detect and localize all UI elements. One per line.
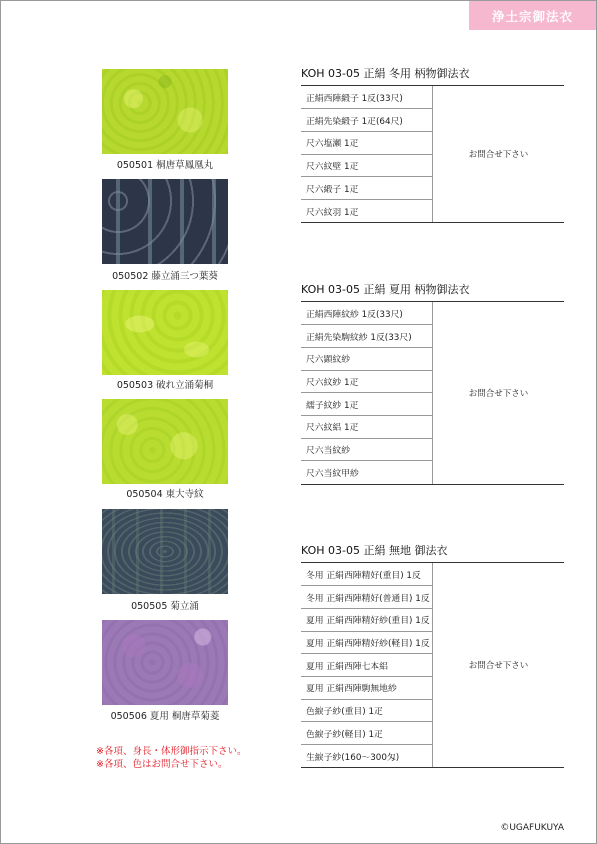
swatch-050506 bbox=[102, 620, 228, 722]
copyright-notice: ©UGAFUKUYA bbox=[500, 823, 564, 833]
note-color: ※各項、色はお問合せ下さい。 bbox=[96, 759, 228, 770]
item-row: 尺六紋絽 1疋 bbox=[301, 415, 433, 438]
section-title: KOH 03-05 正絹 無地 御法衣 bbox=[301, 542, 564, 563]
swatch-050505 bbox=[102, 509, 228, 612]
item-row: 生綟子紗(160～300匁) bbox=[301, 745, 433, 768]
item-row: 尺六塩瀬 1疋 bbox=[301, 131, 433, 154]
swatch-050502 bbox=[102, 179, 228, 282]
section-title: KOH 03-05 正絹 夏用 柄物御法衣 bbox=[301, 281, 564, 302]
section-body bbox=[301, 563, 564, 768]
item-row: 正絹先染駒紋紗 1反(33尺) bbox=[301, 325, 433, 348]
item-row: 繻子紋紗 1疋 bbox=[301, 393, 433, 416]
item-row: 尺六緞子 1疋 bbox=[301, 177, 433, 200]
item-row: 尺六紋羽 1疋 bbox=[301, 199, 433, 222]
item-row: 冬用 正絹西陣精好(普通目) 1反 bbox=[301, 586, 433, 609]
section-summer-patterned bbox=[301, 281, 564, 485]
swatch-caption: 050503 破れ立涌菊桐 bbox=[116, 380, 214, 391]
fabric-swatch-image bbox=[102, 179, 228, 264]
item-table bbox=[301, 302, 433, 484]
item-row: 色綟子紗(軽目) 1疋 bbox=[301, 722, 433, 745]
section-title: KOH 03-05 正絹 冬用 柄物御法衣 bbox=[301, 65, 564, 86]
item-table bbox=[301, 563, 433, 767]
price-inquiry: お問合せ下さい bbox=[468, 388, 529, 399]
header-category-tab: 浄土宗御法衣 bbox=[469, 1, 596, 30]
swatch-050501 bbox=[102, 69, 228, 171]
swatch-caption: 050505 菊立涌 bbox=[131, 601, 199, 612]
swatch-caption: 050506 夏用 桐唐草菊菱 bbox=[110, 711, 220, 722]
item-row: 尺六当紋甲紗 bbox=[301, 461, 433, 484]
item-row: 夏用 正絹西陣精好紗(軽目) 1反 bbox=[301, 631, 433, 654]
order-notes bbox=[96, 745, 246, 771]
item-row: 正絹西陣緞子 1反(33尺) bbox=[301, 86, 433, 109]
item-table bbox=[301, 86, 433, 222]
swatch-050503 bbox=[102, 290, 228, 391]
item-row: 尺六顕紋紗 bbox=[301, 347, 433, 370]
fabric-swatch-image bbox=[102, 399, 228, 484]
item-row: 夏用 正絹西陣精好紗(重目) 1反 bbox=[301, 608, 433, 631]
fabric-swatch-image bbox=[102, 620, 228, 705]
section-plain bbox=[301, 542, 564, 768]
item-row: 色綟子紗(重目) 1疋 bbox=[301, 699, 433, 722]
swatch-caption: 050502 藤立涌三つ葉葵 bbox=[112, 271, 218, 282]
fabric-swatch-image bbox=[102, 509, 228, 594]
section-body bbox=[301, 302, 564, 485]
item-row: 正絹先染緞子 1疋(64尺) bbox=[301, 109, 433, 132]
swatch-caption: 050501 桐唐草鳳凰丸 bbox=[116, 160, 214, 171]
section-body bbox=[301, 86, 564, 223]
item-row: 冬用 正絹西陣精好(重目) 1反 bbox=[301, 563, 433, 586]
item-row: 夏用 正絹西陣七本絽 bbox=[301, 654, 433, 677]
item-row: 尺六紋壁 1疋 bbox=[301, 154, 433, 177]
item-row: 夏用 正絹西陣駒無地紗 bbox=[301, 676, 433, 699]
price-inquiry: お問合せ下さい bbox=[468, 150, 529, 161]
section-winter-patterned bbox=[301, 65, 564, 223]
price-inquiry: お問合せ下さい bbox=[468, 661, 529, 672]
item-row: 尺六当紋紗 bbox=[301, 438, 433, 461]
item-row: 正絹西陣紋紗 1反(33尺) bbox=[301, 302, 433, 325]
swatch-caption: 050504 東大寺紋 bbox=[126, 489, 204, 500]
swatch-050504 bbox=[102, 399, 228, 500]
item-row: 尺六紋紗 1疋 bbox=[301, 370, 433, 393]
fabric-swatch-image bbox=[102, 290, 228, 375]
fabric-swatch-image bbox=[102, 69, 228, 154]
note-size: ※各項、身長・体形御指示下さい。 bbox=[96, 746, 247, 757]
